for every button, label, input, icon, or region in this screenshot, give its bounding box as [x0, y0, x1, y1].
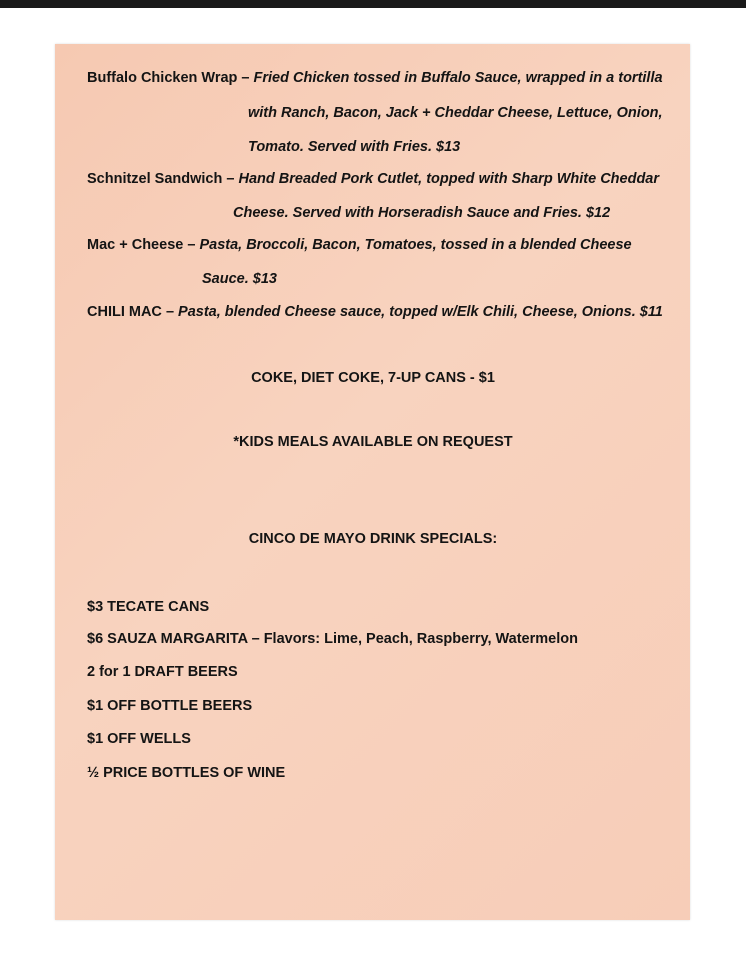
menu-item-description: with Ranch, Bacon, Jack + Cheddar Cheese, Lettuce, Onion,	[248, 105, 663, 121]
special-item: $1 OFF BOTTLE BEERS	[87, 698, 253, 714]
menu-item-description: Fried Chicken tossed in Buffalo Sauce, wrapped in a tortilla	[253, 70, 663, 86]
menu-item-description: Pasta, blended Cheese sauce, topped w/Elk Chili, Cheese, Onions. $11	[178, 304, 663, 320]
special-item: ½ PRICE BOTTLES OF WINE	[87, 765, 286, 781]
menu-item-description: Sauce. $13	[202, 271, 277, 287]
kids-meals-note: *KIDS MEALS AVAILABLE ON REQUEST	[233, 434, 513, 450]
menu-item-chili-mac: CHILI MAC – Pasta, blended Cheese sauce, topped w/Elk Chili, Cheese, Onions. $11	[87, 304, 663, 320]
menu-item-name: Buffalo Chicken Wrap	[87, 70, 238, 86]
menu-item-description: Tomato. Served with Fries. $13	[248, 139, 461, 155]
special-item: 2 for 1 DRAFT BEERS	[87, 664, 238, 680]
specials-heading: CINCO DE MAYO DRINK SPECIALS:	[248, 531, 498, 547]
special-item: $6 SAUZA MARGARITA – Flavors: Lime, Peach, Raspberry, Watermelon	[87, 631, 578, 647]
menu-item-buffalo-chicken-wrap: Buffalo Chicken Wrap – Fried Chicken tossed in Buffalo Sauce, wrapped in a tortilla	[87, 70, 663, 86]
menu-item-description: Pasta, Broccoli, Bacon, Tomatoes, tossed in a blended Cheese	[199, 237, 632, 253]
photo-top-edge	[0, 0, 746, 8]
menu-item-description: Hand Breaded Pork Cutlet, topped with Sharp White Cheddar	[238, 171, 660, 187]
special-item: $1 OFF WELLS	[87, 731, 191, 747]
menu-item-name: CHILI MAC	[87, 304, 162, 320]
menu-item-name: Mac + Cheese	[87, 237, 184, 253]
menu-item-schnitzel-sandwich: Schnitzel Sandwich – Hand Breaded Pork Cutlet, topped with Sharp White Cheddar	[87, 171, 660, 187]
menu-item-description: Cheese. Served with Horseradish Sauce and Fries. $12	[233, 205, 611, 221]
menu-item-mac-cheese: Mac + Cheese – Pasta, Broccoli, Bacon, Tomatoes, tossed in a blended Cheese	[87, 237, 632, 253]
special-item: $3 TECATE CANS	[87, 599, 210, 615]
menu-item-name: Schnitzel Sandwich	[87, 171, 223, 187]
soda-price-line: COKE, DIET COKE, 7-UP CANS - $1	[251, 370, 495, 386]
